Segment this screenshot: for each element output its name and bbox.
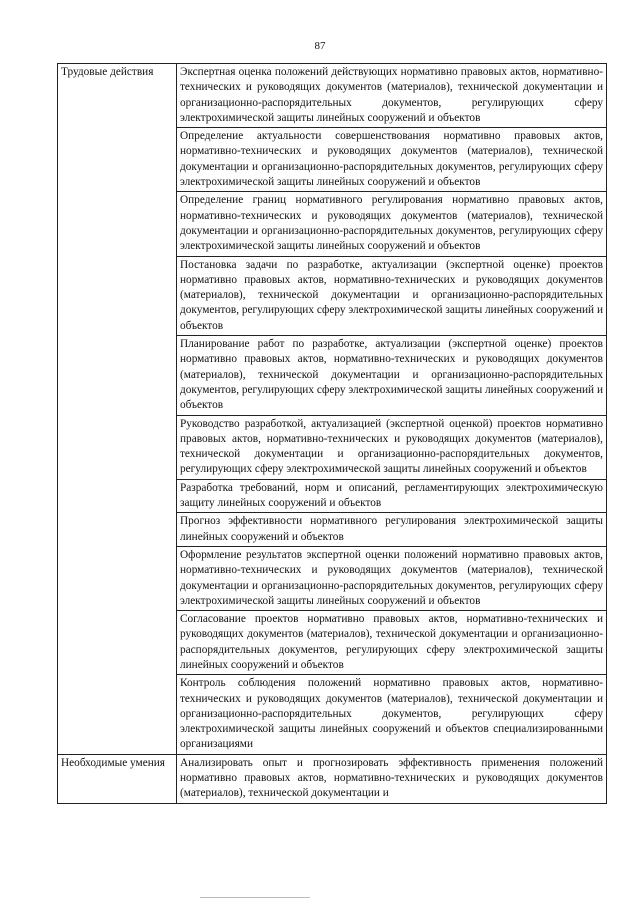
page-number: 87	[314, 40, 326, 52]
qualification-table	[57, 63, 607, 804]
scan-edge-line	[200, 897, 310, 898]
labor-action-item: Планирование работ по разработке, актуализации (экспертной оценке) проектов нормативно правовых актов, нормативно-технических и руководящих документов (материалов), технической документации и организационно-распорядительных документов, регулирующих сферу электрохимической защиты линейных сооружений и объектов	[177, 336, 607, 415]
labor-action-item: Оформление результатов экспертной оценки положений нормативно правовых актов, нормативно-технических и руководящих документов (материалов), технической документации и организационно-распорядительных документов, регулирующих сферу электрохимической защиты линейных сооружений и объектов	[177, 546, 607, 610]
labor-action-item: Определение границ нормативного регулирования нормативно правовых актов, нормативно-технических и руководящих документов (материалов), технической документации и организационно-распорядительных документов, регулирующих сферу электрохимической защиты линейных сооружений и объектов	[177, 192, 607, 256]
labor-action-item: Прогноз эффективности нормативного регулирования электрохимической защиты линейных сооружений и объектов	[177, 513, 607, 547]
labor-action-item: Экспертная оценка положений действующих нормативно правовых актов, нормативно-технических и руководящих документов (материалов), технической документации и организационно-распорядительных документов, регулирующих сферу электрохимической защиты линейных сооружений и объектов	[177, 64, 607, 128]
labor-action-item: Постановка задачи по разработке, актуализации (экспертной оценке) проектов нормативно правовых актов, нормативно-технических и руководящих документов (материалов), технической документации и организационно-распорядительных документов, регулирующих сферу электрохимической защиты линейных сооружений и объектов	[177, 256, 607, 335]
table-row	[58, 754, 607, 803]
labor-action-item: Руководство разработкой, актуализацией (экспертной оценкой) проектов нормативно правовых актов, нормативно-технических и руководящих документов (материалов), технической документации и организационно-распорядительных документов, регулирующих сферу электрохимической защиты линейных сооружений и объектов	[177, 415, 607, 479]
table-row	[58, 64, 607, 128]
labor-action-item: Контроль соблюдения положений нормативно правовых актов, нормативно-технических и руководящих документов (материалов), технической документации и организационно-распорядительных документов, регулирующих сферу электрохимической защиты линейных сооружений и объектов специализированными организациями	[177, 675, 607, 754]
labor-action-item: Согласование проектов нормативно правовых актов, нормативно-технических и руководящих документов (материалов), технической документации и организационно-распорядительных документов, регулирующих сферу электрохимической защиты линейных сооружений и объектов	[177, 611, 607, 675]
labor-action-item: Определение актуальности совершенствования нормативно правовых актов, нормативно-технических и руководящих документов (материалов), технической документации и организационно-распорядительных документов, регулирующих сферу электрохимической защиты линейных сооружений и объектов	[177, 128, 607, 192]
section-label-labor-actions: Трудовые действия	[58, 64, 177, 755]
labor-action-item: Разработка требований, норм и описаний, регламентирующих электрохимическую защиту линейных сооружений и объектов	[177, 479, 607, 513]
required-skill-item: Анализировать опыт и прогнозировать эффективность применения положений нормативно правовых актов, нормативно-технических и руководящих документов (материалов), технической документации и	[177, 754, 607, 803]
section-label-required-skills: Необходимые умения	[58, 754, 177, 803]
